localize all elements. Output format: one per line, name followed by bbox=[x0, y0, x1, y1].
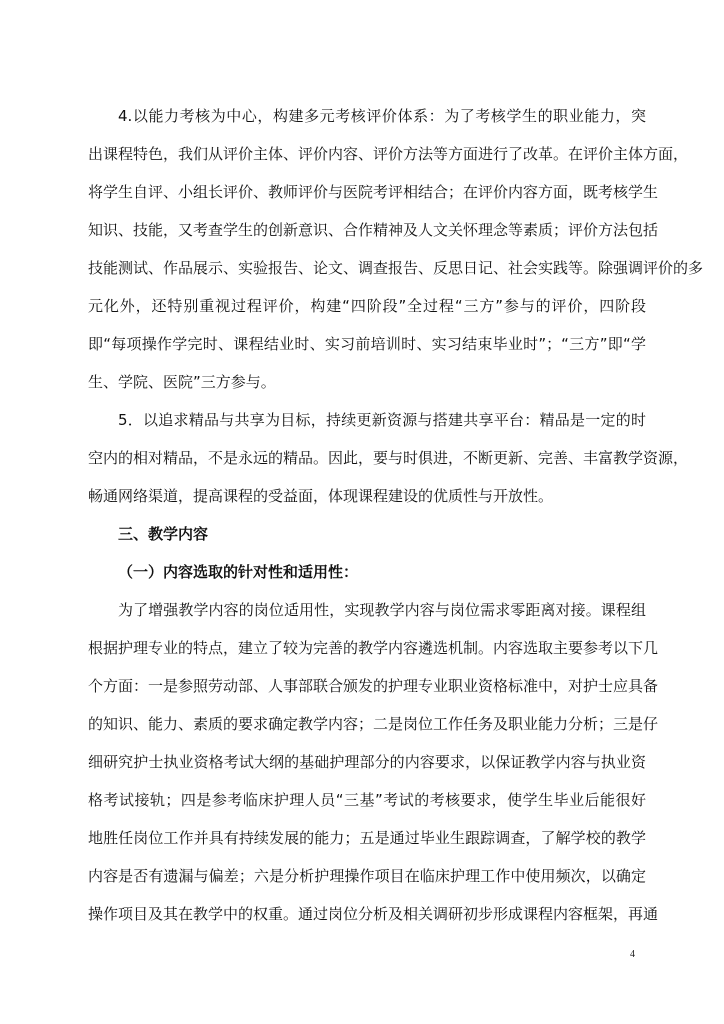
section5-line-1: 5．以追求精品与共享为目标，持续更新资源与搭建共享平台：精品是一定的时 bbox=[118, 411, 646, 429]
section4-line-3: 将学生自评、小组长评价、教师评价与医院考评相结合；在评价内容方面，既考核学生 bbox=[88, 183, 659, 201]
body-line-3: 个方面：一是参照劳动部、人事部联合颁发的护理专业职业资格标准中，对护士应具备 bbox=[88, 677, 659, 695]
section5-line-2: 空内的相对精品，不是永远的精品。因此，要与时俱进，不断更新、完善、丰富教学资源， bbox=[88, 449, 689, 467]
body-line-8: 内容是否有遗漏与偏差；六是分析护理操作项目在临床护理工作中使用频次，以确定 bbox=[88, 867, 646, 885]
heading-teaching-content: 三、教学内容 bbox=[118, 525, 209, 543]
section4-line-6: 元化外，还特别重视过程评价，构建“四阶段”全过程“三方”参与的评价，四阶段 bbox=[88, 297, 646, 315]
body-line-4: 的知识、能力、素质的要求确定教学内容；二是岗位工作任务及职业能力分析；三是仔 bbox=[88, 715, 659, 733]
body-line-7: 地胜任岗位工作并具有持续发展的能力；五是通过毕业生跟踪调查，了解学校的教学 bbox=[88, 829, 646, 847]
subheading-content-selection: （一）内容选取的针对性和适用性： bbox=[118, 563, 359, 581]
section4-line-4: 知识、技能，又考查学生的创新意识、合作精神及人文关怀理念等素质；评价方法包括 bbox=[88, 221, 659, 239]
body-line-1: 为了增强教学内容的岗位适用性，实现教学内容与岗位需求零距离对接。课程组 bbox=[118, 601, 646, 619]
body-line-9: 操作项目及其在教学中的权重。通过岗位分析及相关调研初步形成课程内容框架，再通 bbox=[88, 905, 659, 923]
section4-line-8: 生、学院、医院”三方参与。 bbox=[88, 373, 276, 391]
section5-line-3: 畅通网络渠道，提高课程的受益面，体现课程建设的优质性与开放性。 bbox=[88, 487, 554, 505]
body-line-2: 根据护理专业的特点，建立了较为完善的教学内容遴选机制。内容选取主要参考以下几 bbox=[88, 639, 659, 657]
body-line-6: 格考试接轨；四是参考临床护理人员“三基”考试的考核要求，使学生毕业后能很好 bbox=[88, 791, 646, 809]
section4-line-7: 即“每项操作学完时、课程结业时、实习前培训时、实习结束毕业时”；“三方”即“学 bbox=[88, 335, 646, 353]
section4-line-5: 技能测试、作品展示、实验报告、论文、调查报告、反思日记、社会实践等。除强调评价的多 bbox=[88, 259, 704, 277]
body-line-5: 细研究护士执业资格考试大纲的基础护理部分的内容要求，以保证教学内容与执业资 bbox=[88, 753, 646, 771]
page-number: 4 bbox=[630, 949, 635, 960]
section4-line-2: 出课程特色，我们从评价主体、评价内容、评价方法等方面进行了改革。在评价主体方面， bbox=[88, 145, 689, 163]
section4-line-1: 4.以能力考核为中心，构建多元考核评价体系：为了考核学生的职业能力，突 bbox=[118, 107, 646, 125]
